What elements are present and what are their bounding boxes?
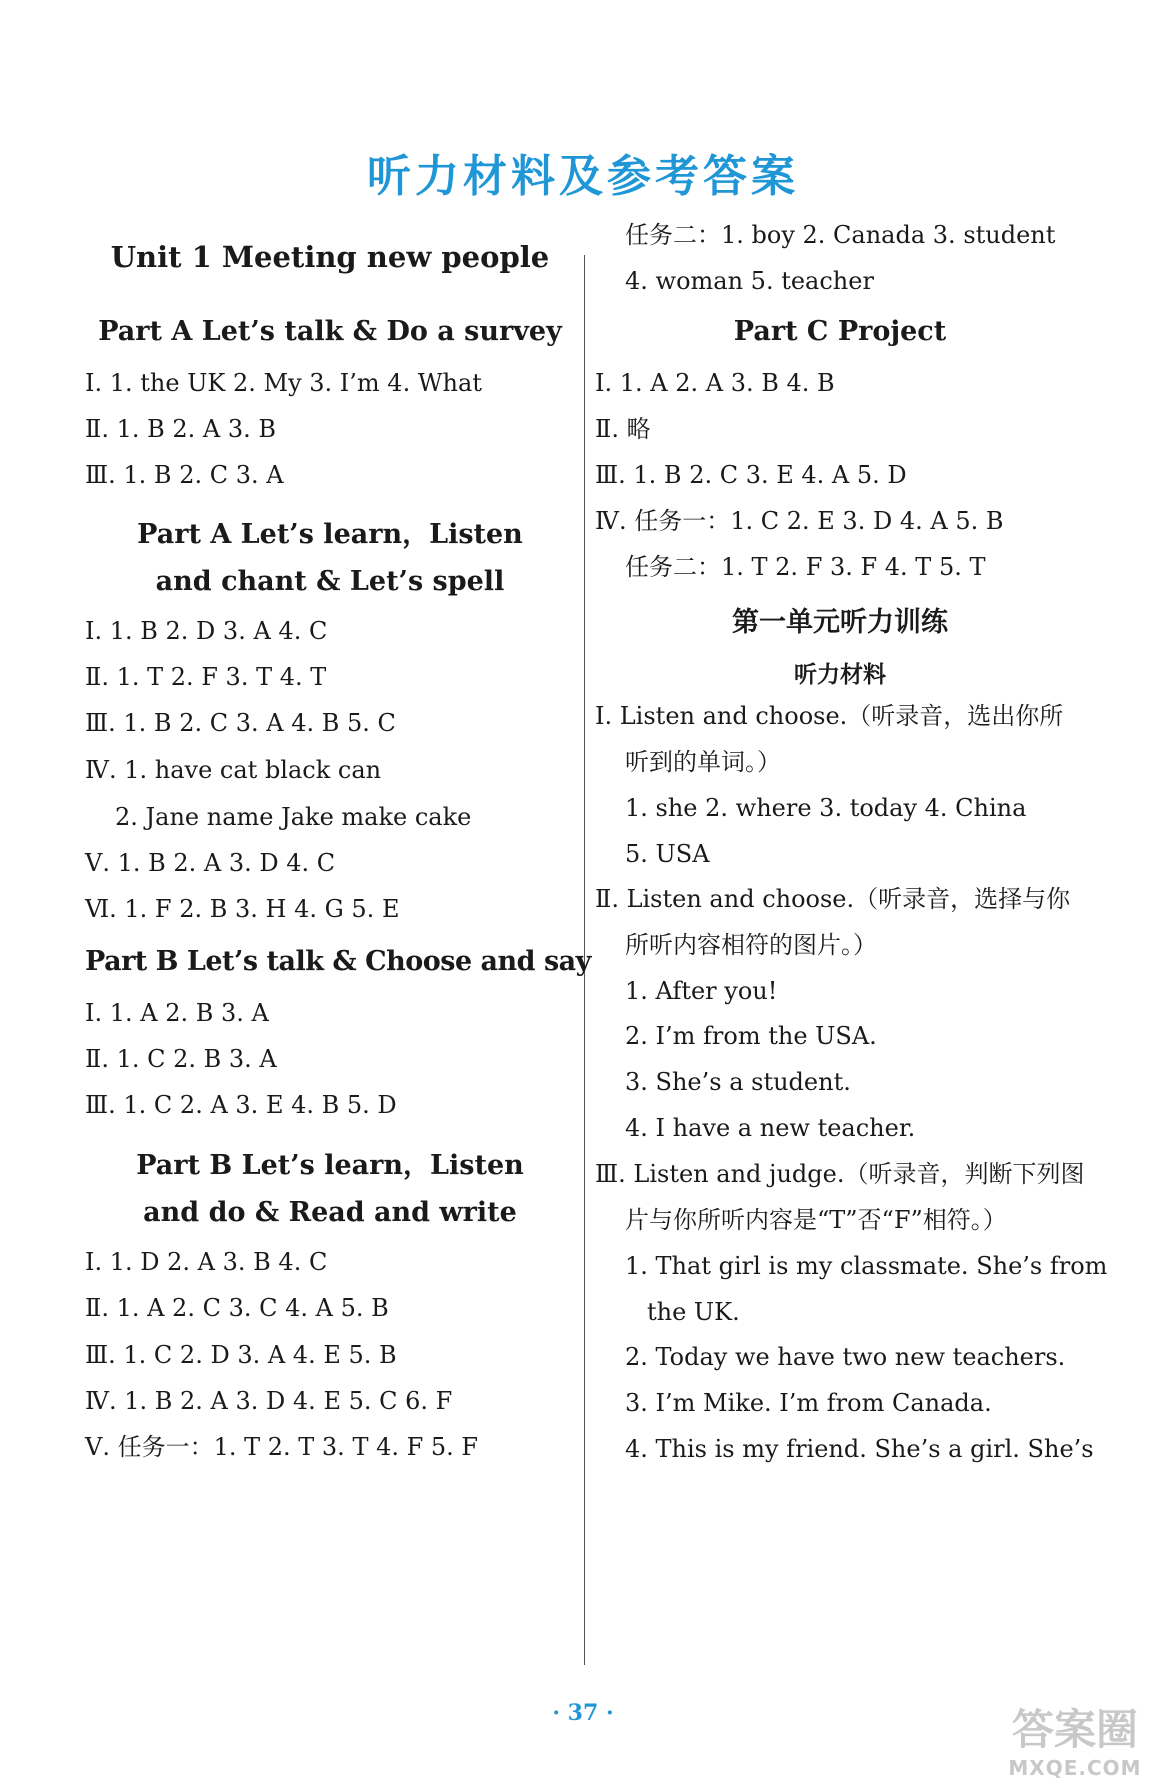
section-heading: Part A Let’s learn，Listen [137, 519, 523, 550]
text-line: the UK. [647, 1298, 740, 1326]
answer-line: Ⅰ. 1. A 2. A 3. B 4. B [595, 369, 835, 397]
text-line: 1. she 2. where 3. today 4. China [625, 794, 1027, 822]
answer-line: Ⅲ. 1. B 2. C 3. A [85, 461, 284, 489]
section-heading: Part B Let’s talk & Choose and say [85, 946, 591, 977]
text-line: 4. This is my friend. She’s a girl. She’s [625, 1435, 1094, 1463]
text-line: 1. That girl is my classmate. She’s from [625, 1252, 1108, 1280]
watermark-logo [1000, 1704, 1150, 1784]
section-heading: and do & Read and write [143, 1197, 517, 1228]
answer-line: Ⅱ. 1. C 2. B 3. A [85, 1045, 277, 1073]
answer-line: Ⅲ. 1. B 2. C 3. A 4. B 5. C [85, 709, 396, 737]
text-line: 所听内容相符的图片。） [625, 931, 877, 959]
text-line: Ⅰ. Listen and choose.（听录音，选出你所 [595, 702, 1064, 730]
answer-line: Ⅱ. 1. T 2. F 3. T 4. T [85, 663, 327, 691]
answer-line: Ⅲ. 1. C 2. A 3. E 4. B 5. D [85, 1091, 397, 1119]
answer-line: Ⅱ. 略 [595, 415, 651, 443]
answer-line: Ⅰ. 1. A 2. B 3. A [85, 999, 269, 1027]
answer-line: 任务二：1. T 2. F 3. F 4. T 5. T [625, 553, 986, 581]
answer-line: 任务二：1. boy 2. Canada 3. student [625, 221, 1056, 249]
answer-line: Ⅳ. 1. B 2. A 3. D 4. E 5. C 6. F [85, 1387, 453, 1415]
page-number: · 37 · [552, 1700, 614, 1726]
answer-line: Ⅰ. 1. D 2. A 3. B 4. C [85, 1248, 328, 1276]
text-line: 3. I’m Mike. I’m from Canada. [625, 1389, 992, 1417]
answer-line: Ⅳ. 任务一：1. C 2. E 3. D 4. A 5. B [595, 507, 1004, 535]
answer-line: Ⅰ. 1. B 2. D 3. A 4. C [85, 617, 328, 645]
text-line: 4. I have a new teacher. [625, 1114, 916, 1142]
text-line: 3. She’s a student. [625, 1068, 851, 1096]
watermark-logo-text: 答案圈 [1011, 1705, 1138, 1754]
answer-line: Ⅳ. 1. have cat black can [85, 756, 382, 784]
section-heading: Part B Let’s learn，Listen [136, 1150, 524, 1181]
section-heading: Part A Let’s talk & Do a survey [98, 316, 562, 347]
answer-line: Ⅴ. 任务一：1. T 2. T 3. T 4. F 5. F [85, 1433, 479, 1461]
text-line: Ⅱ. Listen and choose.（听录音，选择与你 [595, 885, 1071, 913]
text-line: 5. USA [625, 840, 710, 868]
section-heading: Part C Project [733, 316, 947, 347]
text-line: 1. After you! [625, 977, 778, 1005]
answer-line: 4. woman 5. teacher [625, 267, 874, 295]
watermark-site: MXQE.COM [1008, 1756, 1142, 1780]
answer-line: Ⅱ. 1. A 2. C 3. C 4. A 5. B [85, 1294, 389, 1322]
answer-line: Ⅱ. 1. B 2. A 3. B [85, 415, 277, 443]
text-line: 2. I’m from the USA. [625, 1022, 877, 1050]
text-line: 2. Today we have two new teachers. [625, 1343, 1066, 1371]
unit-heading: Unit 1 Meeting new people [110, 240, 550, 274]
section-heading: 第一单元听力训练 [732, 607, 948, 638]
page-title: 听力材料及参考答案 [367, 151, 799, 202]
answer-line: Ⅴ. 1. B 2. A 3. D 4. C [85, 849, 336, 877]
text-line: 听到的单词。） [625, 748, 781, 776]
answer-line: 2. Jane name Jake make cake [115, 803, 472, 831]
answer-line: Ⅲ. 1. C 2. D 3. A 4. E 5. B [85, 1341, 397, 1369]
answer-line: Ⅲ. 1. B 2. C 3. E 4. A 5. D [595, 461, 907, 489]
subsection-heading: 听力材料 [794, 662, 886, 688]
answer-line: Ⅵ. 1. F 2. B 3. H 4. G 5. E [85, 895, 400, 923]
text-line: 片与你所听内容是“T”否“F”相符。） [625, 1206, 1007, 1234]
text-line: Ⅲ. Listen and judge.（听录音，判断下列图 [595, 1160, 1085, 1188]
section-heading: and chant & Let’s spell [155, 566, 505, 597]
answer-line: Ⅰ. 1. the UK 2. My 3. I’m 4. What [85, 369, 482, 397]
